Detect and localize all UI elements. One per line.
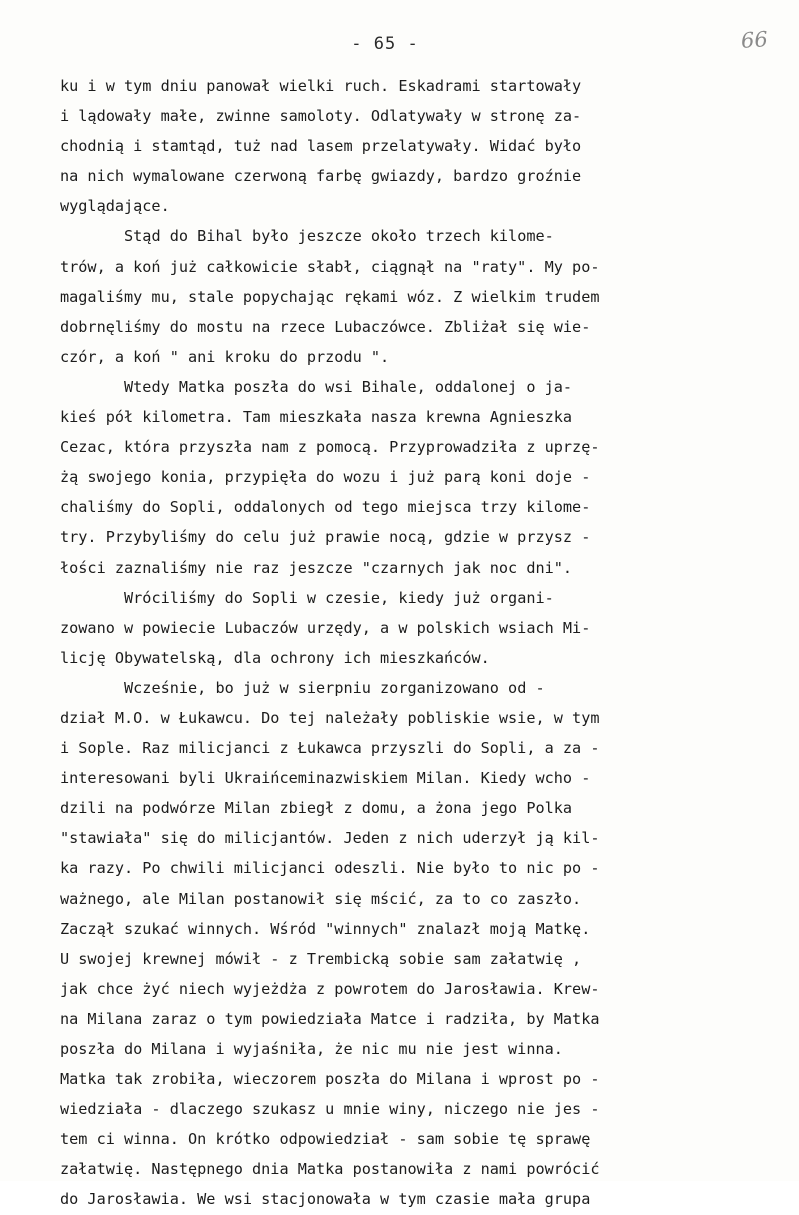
text-line <box>60 312 760 342</box>
text-line-content: Zaczął szukać winnych. Wśród "winnych" znalazł moją Matkę. <box>60 919 591 938</box>
text-line <box>60 703 760 733</box>
text-line <box>60 402 760 432</box>
text-line-content: na Milana zaraz o tym powiedziała Matce i radziła, by Matka <box>60 1009 600 1028</box>
text-line-content: Wcześnie, bo już w sierpniu zorganizowano od - <box>124 678 545 697</box>
text-line-content: U swojej krewnej mówił - z Trembicką sobie sam załatwię , <box>60 949 582 968</box>
text-line <box>60 884 760 914</box>
text-line-content: wiedziała - dlaczego szukasz u mnie winy, niczego nie jes - <box>60 1100 600 1119</box>
text-line <box>60 974 760 1004</box>
text-line-content: kieś pół kilometra. Tam mieszkała nasza krewna Agnieszka <box>60 408 573 427</box>
text-line-content: "stawiała" się do milicjantów. Jeden z nich uderzył ją kil- <box>60 829 600 848</box>
text-line-content: ważnego, ale Milan postanowił się mścić, za to co zaszło. <box>60 889 582 908</box>
text-line-content: czór, a koń " ani kroku do przodu ". <box>60 347 390 366</box>
text-line-content: wyglądające. <box>60 197 170 216</box>
text-line <box>60 191 760 221</box>
text-line <box>60 643 760 673</box>
text-line <box>60 462 760 492</box>
text-line <box>60 583 760 613</box>
text-line <box>60 342 760 372</box>
text-line-content: tem ci winna. On krótko odpowiedział - sam sobie tę sprawę <box>60 1130 591 1149</box>
text-line <box>60 71 760 101</box>
text-line-content: magaliśmy mu, stale popychając rękami wóz. Z wielkim trudem <box>60 287 600 306</box>
text-line <box>60 161 760 191</box>
text-line-content: Wróciliśmy do Sopli w czesie, kiedy już organi- <box>124 588 554 607</box>
text-line-content: żą swojego konia, przypięła do wozu i już parą koni doje - <box>60 468 591 487</box>
text-line <box>60 793 760 823</box>
text-line <box>60 372 760 402</box>
text-line <box>60 763 760 793</box>
text-line-content: Matka tak zrobiła, wieczorem poszła do Milana i wprost po - <box>60 1070 600 1089</box>
text-line-content: ka razy. Po chwili milicjanci odeszli. Nie było to nic po - <box>60 859 600 878</box>
text-line <box>60 914 760 944</box>
text-line <box>60 853 760 883</box>
text-line-content: załatwię. Następnego dnia Matka postanowiła z nami powrócić <box>60 1160 600 1179</box>
text-line <box>60 1004 760 1034</box>
text-line-content: chodnią i stamtąd, tuż nad lasem przelatywały. Widać było <box>60 137 582 156</box>
text-line-content: dobrnęliśmy do mostu na rzece Lubaczówce. Zbliżał się wie- <box>60 317 591 336</box>
text-line-content: try. Przybyliśmy do celu już prawie nocą, gdzie w przysz - <box>60 528 591 547</box>
text-line <box>60 673 760 703</box>
text-line-content: dział M.O. w Łukawcu. Do tej należały pobliskie wsie, w tym <box>60 708 600 727</box>
text-line-content: Wtedy Matka poszła do wsi Bihale, oddalonej o ja- <box>124 377 573 396</box>
text-line-content: licję Obywatelską, dla ochrony ich mieszkańców. <box>60 648 490 667</box>
text-line <box>60 613 760 643</box>
text-line-content: jak chce żyć niech wyjeżdża z powrotem do Jarosławia. Krew- <box>60 979 600 998</box>
text-line <box>60 1154 760 1184</box>
text-line <box>60 282 760 312</box>
text-line <box>60 492 760 522</box>
text-line-content: Stąd do Bihal było jeszcze około trzech kilome- <box>124 227 554 246</box>
text-line-content: interesowani byli Ukraińceminazwiskiem Milan. Kiedy wcho - <box>60 769 591 788</box>
text-line <box>60 1034 760 1064</box>
text-line <box>60 1124 760 1154</box>
text-line <box>60 1064 760 1094</box>
text-line <box>60 432 760 462</box>
text-line <box>60 131 760 161</box>
text-line <box>60 1184 760 1214</box>
text-line <box>60 823 760 853</box>
text-line-content: zowano w powiecie Lubaczów urzędy, a w polskich wsiach Mi- <box>60 618 591 637</box>
text-line <box>60 522 760 552</box>
page-number: - 65 - <box>351 34 419 54</box>
text-line-content: chaliśmy do Sopli, oddalonych od tego miejsca trzy kilome- <box>60 498 591 517</box>
text-line-content: na nich wymalowane czerwoną farbę gwiazdy, bardzo groźnie <box>60 167 582 186</box>
text-line-content: i lądowały małe, zwinne samoloty. Odlatywały w stronę za- <box>60 107 582 126</box>
text-line <box>60 252 760 282</box>
text-line <box>60 221 760 251</box>
text-line-content: do Jarosławia. We wsi stacjonowała w tym czasie mała grupa <box>60 1190 591 1209</box>
text-line <box>60 553 760 583</box>
text-line-content: poszła do Milana i wyjaśniła, że nic mu nie jest winna. <box>60 1040 563 1058</box>
text-line <box>60 101 760 131</box>
text-line-content: trów, a koń już całkowicie słabł, ciągnął na "raty". My po- <box>60 257 600 276</box>
handwritten-page-number: 66 <box>740 27 769 53</box>
text-line-content: i Sople. Raz milicjanci z Łukawca przyszli do Sopli, a za - <box>60 739 600 758</box>
text-line-content: ku i w tym dniu panował wielki ruch. Eskadrami startowały <box>60 77 582 95</box>
text-line <box>60 733 760 763</box>
text-line <box>60 1094 760 1124</box>
typewritten-text-body <box>60 71 760 1215</box>
text-line <box>60 944 760 974</box>
text-line-content: łości zaznaliśmy nie raz jeszcze "czarnych jak noc dni". <box>60 558 573 577</box>
text-line-content: Cezac, która przyszła nam z pomocą. Przyprowadziła z uprzę- <box>60 438 600 457</box>
text-line-content: dzili na podwórze Milan zbiegł z domu, a żona jego Polka <box>60 799 573 818</box>
